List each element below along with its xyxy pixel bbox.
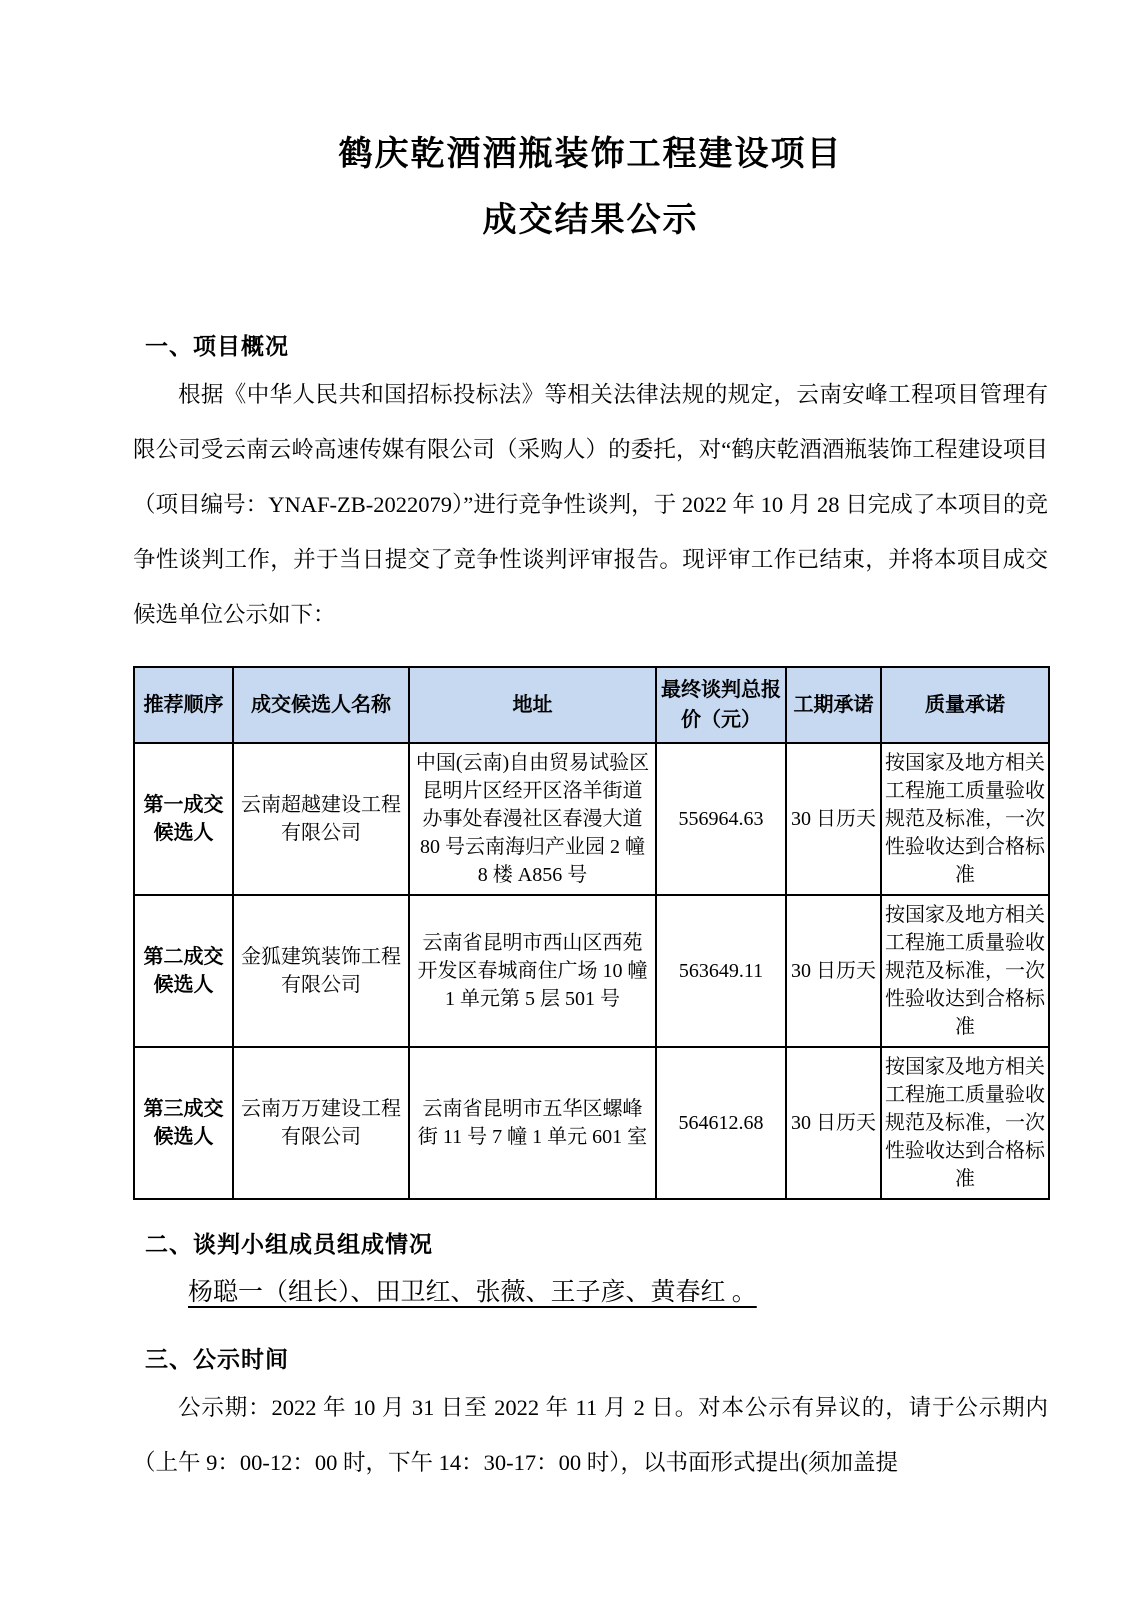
company-name-cell: 云南万万建设工程有限公司 <box>233 1047 409 1199</box>
duration-cell: 30 日历天 <box>786 1047 881 1199</box>
overview-paragraph: 根据《中华人民共和国招标投标法》等相关法律法规的规定，云南安峰工程项目管理有限公司受云南云岭高速传媒有限公司（采购人）的委托，对“鹤庆乾酒酒瓶装饰工程建设项目（项目编号：YNAF-ZB-2022079）”进行竞争性谈判，于 2022 年 10 月 28 日完成了本项目的竞争性谈判工作，并于当日提交了竞争性谈判评审报告。现评审工作已结束，并将本项目成交候选单位公示如下： <box>133 382 1048 627</box>
document-title-line2: 成交结果公示 <box>482 202 699 239</box>
header-candidate-name: 成交候选人名称 <box>233 667 409 743</box>
candidates-result-table <box>133 666 1050 1200</box>
header-quality-commitment: 质量承诺 <box>881 667 1049 743</box>
price-cell: 563649.11 <box>656 895 786 1047</box>
header-final-price: 最终谈判总报价（元） <box>656 667 786 743</box>
publicity-paragraph: 公示期：2022 年 10 月 31 日至 2022 年 11 月 2 日。对本公示有异议的，请于公示期内（上午 9：00-12：00 时，下午 14：30-17：00 时），以书面形式提出(须加盖提 <box>133 1395 1048 1475</box>
table-header-row <box>134 667 1049 743</box>
header-address: 地址 <box>409 667 656 743</box>
document-title-line1: 鹤庆乾酒酒瓶装饰工程建设项目 <box>338 136 843 173</box>
rank-cell: 第三成交候选人 <box>134 1047 233 1199</box>
company-name-cell: 金狐建筑装饰工程有限公司 <box>233 895 409 1047</box>
header-duration-commitment: 工期承诺 <box>786 667 881 743</box>
rank-cell: 第二成交候选人 <box>134 895 233 1047</box>
section-panel-heading: 二、谈判小组成员组成情况 <box>145 1231 433 1257</box>
panel-members-names: 杨聪一（组长）、田卫红、张薇、王子彦、黄春红 。 <box>188 1279 757 1306</box>
company-name-cell: 云南超越建设工程有限公司 <box>233 743 409 895</box>
quality-cell: 按国家及地方相关工程施工质量验收规范及标准，一次性验收达到合格标准 <box>881 895 1049 1047</box>
address-cell: 云南省昆明市五华区螺峰街 11 号 7 幢 1 单元 601 室 <box>409 1047 656 1199</box>
duration-cell: 30 日历天 <box>786 895 881 1047</box>
section-overview-heading: 一、项目概况 <box>145 333 289 359</box>
price-cell: 556964.63 <box>656 743 786 895</box>
rank-cell: 第一成交候选人 <box>134 743 233 895</box>
quality-cell: 按国家及地方相关工程施工质量验收规范及标准，一次性验收达到合格标准 <box>881 743 1049 895</box>
section-publicity-heading: 三、公示时间 <box>145 1346 289 1372</box>
duration-cell: 30 日历天 <box>786 743 881 895</box>
table-row-second-candidate <box>134 895 1049 1047</box>
table-row-first-candidate <box>134 743 1049 895</box>
panel-members-line <box>133 1273 1048 1313</box>
document-title <box>133 122 1048 254</box>
address-cell: 中国(云南)自由贸易试验区昆明片区经开区洛羊街道办事处春漫社区春漫大道 80 号云南海归产业园 2 幢 8 楼 A856 号 <box>409 743 656 895</box>
table-row-third-candidate <box>134 1047 1049 1199</box>
header-rank: 推荐顺序 <box>134 667 233 743</box>
quality-cell: 按国家及地方相关工程施工质量验收规范及标准，一次性验收达到合格标准 <box>881 1047 1049 1199</box>
price-cell: 564612.68 <box>656 1047 786 1199</box>
address-cell: 云南省昆明市西山区西苑开发区春城商住广场 10 幢 1 单元第 5 层 501 号 <box>409 895 656 1047</box>
